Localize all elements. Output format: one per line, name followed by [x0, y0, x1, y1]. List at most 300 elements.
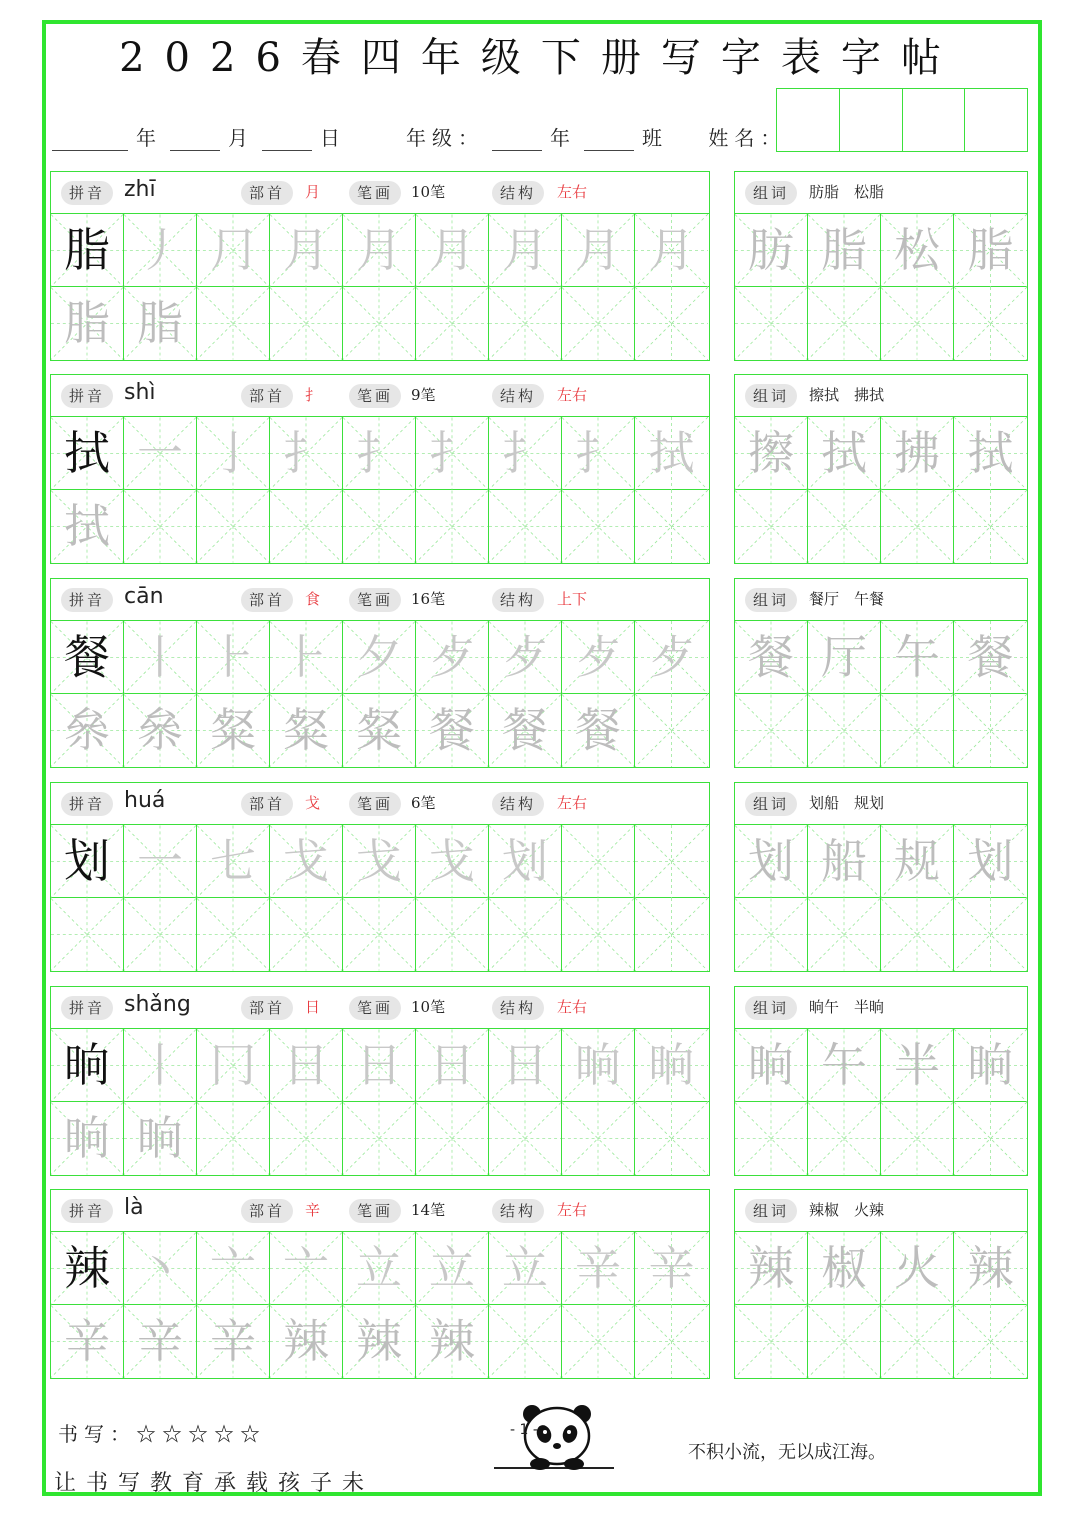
- practice-cell[interactable]: [343, 1232, 416, 1305]
- practice-cell[interactable]: [270, 490, 343, 563]
- trace-character: [343, 490, 415, 563]
- practice-cell[interactable]: [489, 694, 562, 767]
- practice-cell[interactable]: [881, 287, 954, 360]
- practice-cell[interactable]: [635, 898, 708, 971]
- stroke-step: 日: [429, 1038, 475, 1092]
- practice-cell[interactable]: [635, 1305, 708, 1378]
- practice-cell[interactable]: [270, 214, 343, 287]
- stroke-count-value: 9笔: [411, 386, 436, 404]
- words-value: 擦拭 拂拭: [809, 386, 885, 404]
- word-practice-cell: [808, 1102, 880, 1175]
- practice-cell[interactable]: [197, 898, 270, 971]
- pinyin-value: là: [124, 1195, 144, 1220]
- practice-cell[interactable]: [343, 1029, 416, 1102]
- practice-cell[interactable]: [954, 694, 1027, 767]
- field-label: 组词: [745, 181, 797, 205]
- stroke-step: 月: [429, 223, 475, 277]
- model-character: 辣: [64, 1241, 110, 1295]
- trace-character: [635, 1102, 708, 1175]
- field-label: 笔画: [349, 792, 401, 816]
- name-box[interactable]: [903, 89, 966, 151]
- stroke-step: ⺆: [210, 223, 256, 277]
- stroke-count-value: 14笔: [411, 1201, 446, 1219]
- practice-cell[interactable]: [881, 694, 954, 767]
- word-grid: [735, 417, 1027, 563]
- practice-cell[interactable]: [562, 287, 635, 360]
- character-header: [51, 1190, 709, 1232]
- practice-cell[interactable]: [416, 287, 489, 360]
- word-practice-cell: [881, 694, 953, 767]
- trace-character: [343, 1102, 415, 1175]
- practice-cell[interactable]: [51, 825, 124, 898]
- practice-cell[interactable]: [343, 490, 416, 563]
- practice-cell[interactable]: [635, 621, 708, 694]
- practice-cell[interactable]: [270, 1232, 343, 1305]
- practice-cell[interactable]: [124, 417, 197, 490]
- field-label: 结构: [492, 181, 544, 205]
- trace-character: [489, 898, 561, 971]
- model-character: 脂: [64, 223, 110, 277]
- trace-character: 辛: [64, 1314, 110, 1368]
- practice-cell[interactable]: [416, 214, 489, 287]
- class-blank[interactable]: [584, 129, 634, 151]
- trace-character: [197, 1102, 269, 1175]
- pinyin-value: shì: [124, 380, 156, 405]
- practice-cell[interactable]: [808, 490, 881, 563]
- word-practice-cell: [808, 287, 880, 360]
- practice-cell[interactable]: [197, 1232, 270, 1305]
- stroke-step: 月: [356, 223, 402, 277]
- practice-cell[interactable]: [735, 694, 808, 767]
- practice-cell[interactable]: [124, 825, 197, 898]
- trace-character: 晌: [64, 1111, 110, 1165]
- trace-character: [489, 1305, 561, 1378]
- practice-cell[interactable]: [881, 1102, 954, 1175]
- practice-cell[interactable]: [489, 417, 562, 490]
- word-grid: [735, 1029, 1027, 1175]
- practice-cell[interactable]: [51, 1232, 124, 1305]
- practice-cell[interactable]: [270, 417, 343, 490]
- name-box[interactable]: [840, 89, 903, 151]
- practice-cell[interactable]: [197, 825, 270, 898]
- practice-cell[interactable]: [489, 490, 562, 563]
- practice-cell[interactable]: [489, 898, 562, 971]
- word-practice-cell: [881, 898, 953, 971]
- trace-character: [416, 287, 488, 360]
- practice-cell[interactable]: [635, 417, 708, 490]
- practice-cell[interactable]: [881, 1232, 954, 1305]
- practice-cell[interactable]: [51, 1029, 124, 1102]
- field-label: 部首: [241, 1199, 293, 1223]
- trace-character: 辛: [210, 1314, 256, 1368]
- practice-cell[interactable]: [51, 490, 124, 563]
- practice-cell[interactable]: [489, 214, 562, 287]
- practice-cell[interactable]: [635, 825, 708, 898]
- practice-cell[interactable]: [881, 825, 954, 898]
- practice-cell[interactable]: [197, 214, 270, 287]
- practice-cell[interactable]: [562, 1305, 635, 1378]
- word-character: 厅: [821, 630, 867, 684]
- word-header: [735, 783, 1027, 825]
- practice-cell[interactable]: [51, 417, 124, 490]
- trace-character: [489, 490, 561, 563]
- word-row: [735, 417, 1027, 490]
- stroke-step: 歺: [502, 630, 548, 684]
- practice-cell[interactable]: [881, 1029, 954, 1102]
- practice-cell[interactable]: [489, 1305, 562, 1378]
- stroke-step: 亠: [283, 1241, 329, 1295]
- practice-cell[interactable]: [270, 287, 343, 360]
- word-character: 擦: [748, 426, 794, 480]
- trace-character: 㕘: [64, 703, 110, 757]
- practice-cell[interactable]: [124, 287, 197, 360]
- word-practice-cell: [735, 1305, 807, 1378]
- word-character: 规: [894, 834, 940, 888]
- practice-cell[interactable]: [954, 417, 1027, 490]
- stroke-step: 扌: [356, 426, 402, 480]
- practice-cell[interactable]: [562, 825, 635, 898]
- radical-value: 戈: [305, 794, 321, 812]
- day-blank[interactable]: [262, 129, 312, 151]
- practice-cell[interactable]: [124, 694, 197, 767]
- practice-cell[interactable]: [735, 287, 808, 360]
- practice-cell[interactable]: [881, 490, 954, 563]
- practice-cell[interactable]: [735, 1102, 808, 1175]
- practice-cell[interactable]: [562, 898, 635, 971]
- stroke-order-row: [51, 1232, 709, 1305]
- name-box[interactable]: [965, 89, 1027, 151]
- practice-cell[interactable]: [489, 621, 562, 694]
- practice-cell[interactable]: [635, 490, 708, 563]
- trace-character: 㕘: [137, 703, 183, 757]
- words-value: 餐厅 午餐: [809, 590, 885, 608]
- practice-cell[interactable]: [881, 214, 954, 287]
- practice-cell[interactable]: [735, 825, 808, 898]
- pinyin-value: huá: [124, 788, 166, 813]
- name-box[interactable]: [777, 89, 840, 151]
- practice-cell[interactable]: [197, 694, 270, 767]
- practice-cell[interactable]: [881, 898, 954, 971]
- stroke-step: [562, 825, 634, 898]
- practice-cell[interactable]: [735, 214, 808, 287]
- practice-cell[interactable]: [124, 1029, 197, 1102]
- trace-character: [343, 287, 415, 360]
- practice-cell[interactable]: [343, 287, 416, 360]
- practice-cell[interactable]: [270, 898, 343, 971]
- practice-cell[interactable]: [343, 214, 416, 287]
- practice-cell[interactable]: [416, 1029, 489, 1102]
- practice-cell[interactable]: [735, 490, 808, 563]
- practice-cell[interactable]: [270, 825, 343, 898]
- character-header: [51, 783, 709, 825]
- stroke-step: 亅: [210, 426, 256, 480]
- trace-character: [124, 898, 196, 971]
- practice-cell[interactable]: [808, 1305, 881, 1378]
- practice-cell[interactable]: [635, 214, 708, 287]
- word-row: [735, 621, 1027, 694]
- trace-character: [343, 898, 415, 971]
- practice-cell[interactable]: [124, 898, 197, 971]
- month-blank[interactable]: [170, 129, 220, 151]
- practice-cell[interactable]: [808, 694, 881, 767]
- practice-cell[interactable]: [635, 287, 708, 360]
- stroke-step: 月: [648, 223, 695, 277]
- practice-cell[interactable]: [343, 621, 416, 694]
- practice-cell[interactable]: [808, 214, 881, 287]
- practice-cell[interactable]: [954, 490, 1027, 563]
- trace-character: [416, 1102, 488, 1175]
- practice-cell[interactable]: [808, 1102, 881, 1175]
- practice-cell[interactable]: [954, 1029, 1027, 1102]
- trace-character: 餐: [502, 703, 548, 757]
- practice-cell[interactable]: [735, 1305, 808, 1378]
- field-label: 拼音: [61, 1199, 113, 1223]
- year-blank[interactable]: [52, 129, 128, 151]
- practice-cell[interactable]: [808, 825, 881, 898]
- practice-cell[interactable]: [735, 898, 808, 971]
- word-character: 晌: [967, 1038, 1014, 1092]
- practice-cell[interactable]: [416, 825, 489, 898]
- word-row: [735, 214, 1027, 287]
- practice-cell[interactable]: [51, 214, 124, 287]
- model-character: 划: [64, 834, 110, 888]
- practice-cell[interactable]: [735, 621, 808, 694]
- practice-cell[interactable]: [635, 1102, 708, 1175]
- practice-cell[interactable]: [124, 1232, 197, 1305]
- practice-cell[interactable]: [808, 1029, 881, 1102]
- stroke-step: 扌: [429, 426, 475, 480]
- writing-rating: 书写：☆☆☆☆☆: [58, 1422, 266, 1446]
- trace-character: [270, 1102, 342, 1175]
- practice-cell[interactable]: [808, 287, 881, 360]
- practice-cell[interactable]: [270, 1102, 343, 1175]
- radical-value: 食: [305, 590, 321, 608]
- practice-cell[interactable]: [197, 417, 270, 490]
- practice-cell[interactable]: [954, 287, 1027, 360]
- words-value: 辣椒 火辣: [809, 1201, 885, 1219]
- pinyin-value: shǎng: [124, 992, 191, 1017]
- stroke-step: 丨: [137, 1038, 183, 1092]
- practice-cell[interactable]: [51, 621, 124, 694]
- practice-cell[interactable]: [416, 1305, 489, 1378]
- trace-row: [51, 1102, 709, 1175]
- stroke-step: 一: [137, 426, 183, 480]
- word-row: [735, 825, 1027, 898]
- practice-cell[interactable]: [197, 287, 270, 360]
- word-practice-row: [735, 1305, 1027, 1378]
- practice-cell[interactable]: [954, 621, 1027, 694]
- class-line: [398, 122, 794, 152]
- practice-cell[interactable]: [489, 825, 562, 898]
- practice-cell[interactable]: [735, 1029, 808, 1102]
- practice-cell[interactable]: [562, 1102, 635, 1175]
- motto: 不积小流，无以成江海。: [688, 1442, 886, 1463]
- stroke-step: 丨: [137, 630, 183, 684]
- practice-cell[interactable]: [635, 694, 708, 767]
- practice-cell[interactable]: [51, 1305, 124, 1378]
- date-line: [52, 122, 354, 152]
- practice-cell[interactable]: [51, 694, 124, 767]
- stroke-order-row: [51, 1029, 709, 1102]
- practice-cell[interactable]: [416, 694, 489, 767]
- stroke-step: 划: [502, 834, 548, 888]
- practice-cell[interactable]: [343, 825, 416, 898]
- trace-character: [635, 694, 708, 767]
- field-label: 结构: [492, 792, 544, 816]
- stroke-count-value: 6笔: [411, 794, 436, 812]
- structure-value: 左右: [557, 386, 588, 404]
- word-header: [735, 172, 1027, 214]
- words-value: 划船 规划: [809, 794, 885, 812]
- practice-cell[interactable]: [954, 825, 1027, 898]
- practice-cell[interactable]: [343, 1305, 416, 1378]
- word-header: [735, 579, 1027, 621]
- practice-cell[interactable]: [416, 898, 489, 971]
- practice-cell[interactable]: [954, 898, 1027, 971]
- practice-cell[interactable]: [51, 287, 124, 360]
- structure-value: 左右: [557, 998, 588, 1016]
- stroke-step: [635, 825, 708, 898]
- field-label: 结构: [492, 1199, 544, 1223]
- field-label: 组词: [745, 1199, 797, 1223]
- practice-cell[interactable]: [735, 417, 808, 490]
- practice-cell[interactable]: [270, 694, 343, 767]
- practice-cell[interactable]: [808, 417, 881, 490]
- word-character: 拂: [894, 426, 940, 480]
- word-block: [734, 578, 1028, 768]
- grade-label: 年级：: [406, 126, 484, 150]
- practice-cell[interactable]: [124, 1102, 197, 1175]
- word-character: 餐: [967, 630, 1014, 684]
- practice-cell[interactable]: [635, 1232, 708, 1305]
- practice-cell[interactable]: [270, 1029, 343, 1102]
- practice-cell[interactable]: [881, 1305, 954, 1378]
- character-block: [50, 1189, 710, 1379]
- practice-cell[interactable]: [343, 898, 416, 971]
- stroke-step: 辛: [575, 1241, 621, 1295]
- practice-cell[interactable]: [954, 214, 1027, 287]
- practice-cell[interactable]: [562, 694, 635, 767]
- practice-cell[interactable]: [954, 1305, 1027, 1378]
- practice-cell[interactable]: [954, 1232, 1027, 1305]
- pinyin-value: cān: [124, 584, 164, 609]
- practice-cell[interactable]: [416, 621, 489, 694]
- word-practice-row: [735, 898, 1027, 971]
- stroke-step: ⺊: [210, 630, 256, 684]
- word-practice-cell: [954, 1305, 1027, 1378]
- word-grid: [735, 1232, 1027, 1378]
- practice-cell[interactable]: [489, 287, 562, 360]
- practice-cell[interactable]: [270, 1305, 343, 1378]
- practice-cell[interactable]: [562, 214, 635, 287]
- practice-cell[interactable]: [197, 1305, 270, 1378]
- word-character: 晌: [748, 1038, 794, 1092]
- stroke-step: 戈: [429, 834, 475, 888]
- stroke-step: ⺊: [283, 630, 329, 684]
- field-label: 拼音: [61, 996, 113, 1020]
- practice-cell[interactable]: [881, 621, 954, 694]
- word-practice-row: [735, 1102, 1027, 1175]
- practice-cell[interactable]: [124, 1305, 197, 1378]
- practice-cell[interactable]: [197, 621, 270, 694]
- practice-cell[interactable]: [416, 1232, 489, 1305]
- stroke-order-row: [51, 417, 709, 490]
- page-title: 2026春四年级下册写字表字帖: [119, 35, 961, 81]
- practice-cell[interactable]: [808, 898, 881, 971]
- field-label: 组词: [745, 996, 797, 1020]
- word-block: [734, 782, 1028, 972]
- trace-character: 晌: [137, 1111, 183, 1165]
- practice-cell[interactable]: [735, 1232, 808, 1305]
- practice-cell[interactable]: [51, 1102, 124, 1175]
- practice-cell[interactable]: [562, 1232, 635, 1305]
- word-practice-cell: [954, 490, 1027, 563]
- practice-cell[interactable]: [954, 1102, 1027, 1175]
- practice-cell[interactable]: [562, 417, 635, 490]
- grade-blank[interactable]: [492, 129, 542, 151]
- model-character: 餐: [64, 630, 110, 684]
- stroke-step: 辛: [648, 1241, 695, 1295]
- practice-cell[interactable]: [197, 490, 270, 563]
- practice-cell[interactable]: [343, 1102, 416, 1175]
- field-label: 部首: [241, 996, 293, 1020]
- practice-cell[interactable]: [635, 1029, 708, 1102]
- name-boxes[interactable]: [776, 88, 1028, 152]
- word-row: [735, 1232, 1027, 1305]
- practice-cell[interactable]: [343, 417, 416, 490]
- field-label: 笔画: [349, 181, 401, 205]
- practice-cell[interactable]: [808, 1232, 881, 1305]
- practice-cell[interactable]: [270, 621, 343, 694]
- stroke-step: 亠: [210, 1241, 256, 1295]
- word-row: [735, 1029, 1027, 1102]
- word-practice-cell: [808, 1305, 880, 1378]
- practice-cell[interactable]: [343, 694, 416, 767]
- practice-cell[interactable]: [416, 417, 489, 490]
- practice-cell[interactable]: [489, 1102, 562, 1175]
- practice-cell[interactable]: [562, 621, 635, 694]
- stroke-step: 日: [283, 1038, 329, 1092]
- word-character: 拭: [821, 426, 867, 480]
- practice-cell[interactable]: [124, 490, 197, 563]
- word-grid: [735, 621, 1027, 767]
- practice-cell[interactable]: [197, 1029, 270, 1102]
- trace-character: [197, 287, 269, 360]
- word-character: 午: [821, 1038, 867, 1092]
- practice-cell[interactable]: [808, 621, 881, 694]
- stroke-step: 夕: [356, 630, 402, 684]
- practice-cell[interactable]: [562, 1029, 635, 1102]
- stroke-step: 七: [210, 834, 256, 888]
- trace-character: 粲: [356, 703, 402, 757]
- practice-cell[interactable]: [416, 1102, 489, 1175]
- practice-cell[interactable]: [197, 1102, 270, 1175]
- trace-character: 拭: [64, 499, 110, 553]
- practice-cell[interactable]: [124, 621, 197, 694]
- practice-cell[interactable]: [489, 1232, 562, 1305]
- practice-cell[interactable]: [881, 417, 954, 490]
- word-character: 脂: [967, 223, 1014, 277]
- trace-character: [416, 898, 488, 971]
- day-label: 日: [320, 126, 346, 150]
- practice-cell[interactable]: [562, 490, 635, 563]
- word-header: [735, 1190, 1027, 1232]
- practice-cell[interactable]: [124, 214, 197, 287]
- practice-cell[interactable]: [51, 898, 124, 971]
- practice-cell[interactable]: [416, 490, 489, 563]
- word-practice-cell: [808, 694, 880, 767]
- practice-cell[interactable]: [489, 1029, 562, 1102]
